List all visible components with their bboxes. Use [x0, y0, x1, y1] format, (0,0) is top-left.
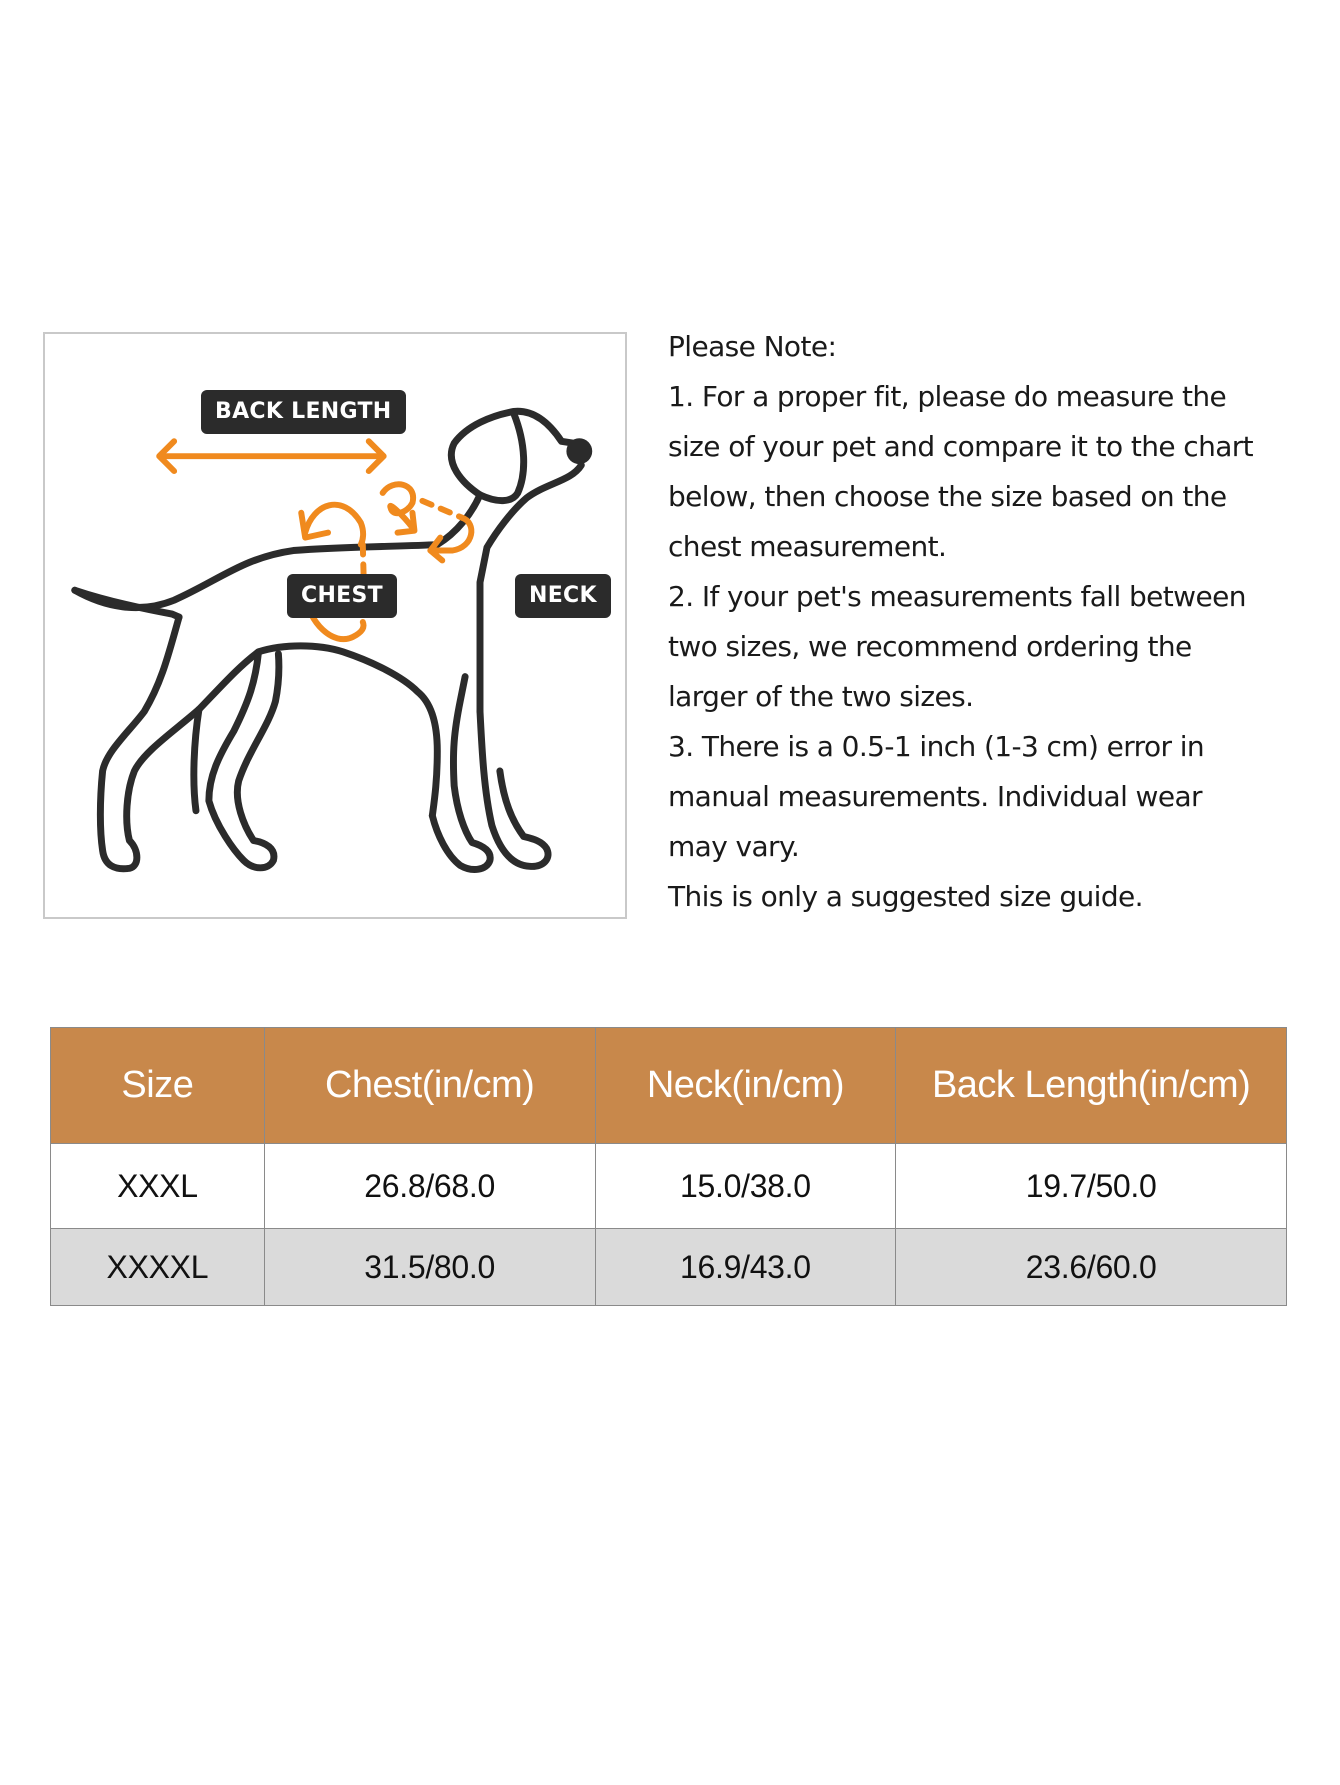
- note-line: chest measurement.: [668, 530, 947, 563]
- cell-size: XXXL: [51, 1144, 265, 1229]
- cell-neck: 15.0/38.0: [595, 1144, 896, 1229]
- chest-label: CHEST: [287, 574, 397, 618]
- measurement-diagram: [43, 332, 627, 919]
- note-line: two sizes, we recommend ordering the: [668, 630, 1192, 663]
- column-header-size: Size: [51, 1028, 265, 1144]
- cell-back-length: 19.7/50.0: [896, 1144, 1287, 1229]
- note-line: below, then choose the size based on the: [668, 480, 1227, 513]
- cell-chest: 26.8/68.0: [264, 1144, 595, 1229]
- note-line: 3. There is a 0.5-1 inch (1-3 cm) error in: [668, 730, 1205, 763]
- neck-label: NECK: [515, 574, 611, 618]
- note-line: This is only a suggested size guide.: [668, 880, 1143, 913]
- cell-back-length: 23.6/60.0: [896, 1229, 1287, 1306]
- cell-neck: 16.9/43.0: [595, 1229, 896, 1306]
- table-header-row: [51, 1028, 1287, 1144]
- note-line: 1. For a proper fit, please do measure the: [668, 380, 1227, 413]
- size-notes: [668, 322, 1308, 922]
- column-header-neck: Neck(in/cm): [595, 1028, 896, 1144]
- column-header-back-length: Back Length(in/cm): [896, 1028, 1287, 1144]
- cell-chest: 31.5/80.0: [264, 1229, 595, 1306]
- size-chart-table: [50, 1027, 1287, 1306]
- table-row: [51, 1229, 1287, 1306]
- note-line: 2. If your pet's measurements fall between: [668, 580, 1246, 613]
- back-length-label: BACK LENGTH: [201, 390, 406, 434]
- note-line: larger of the two sizes.: [668, 680, 974, 713]
- note-line: may vary.: [668, 830, 800, 863]
- dog-outline: [75, 411, 592, 869]
- note-line: size of your pet and compare it to the chart: [668, 430, 1254, 463]
- table-row: [51, 1144, 1287, 1229]
- column-header-chest: Chest(in/cm): [264, 1028, 595, 1144]
- cell-size: XXXXL: [51, 1229, 265, 1306]
- note-line: manual measurements. Individual wear: [668, 780, 1202, 813]
- notes-heading: Please Note:: [668, 330, 837, 363]
